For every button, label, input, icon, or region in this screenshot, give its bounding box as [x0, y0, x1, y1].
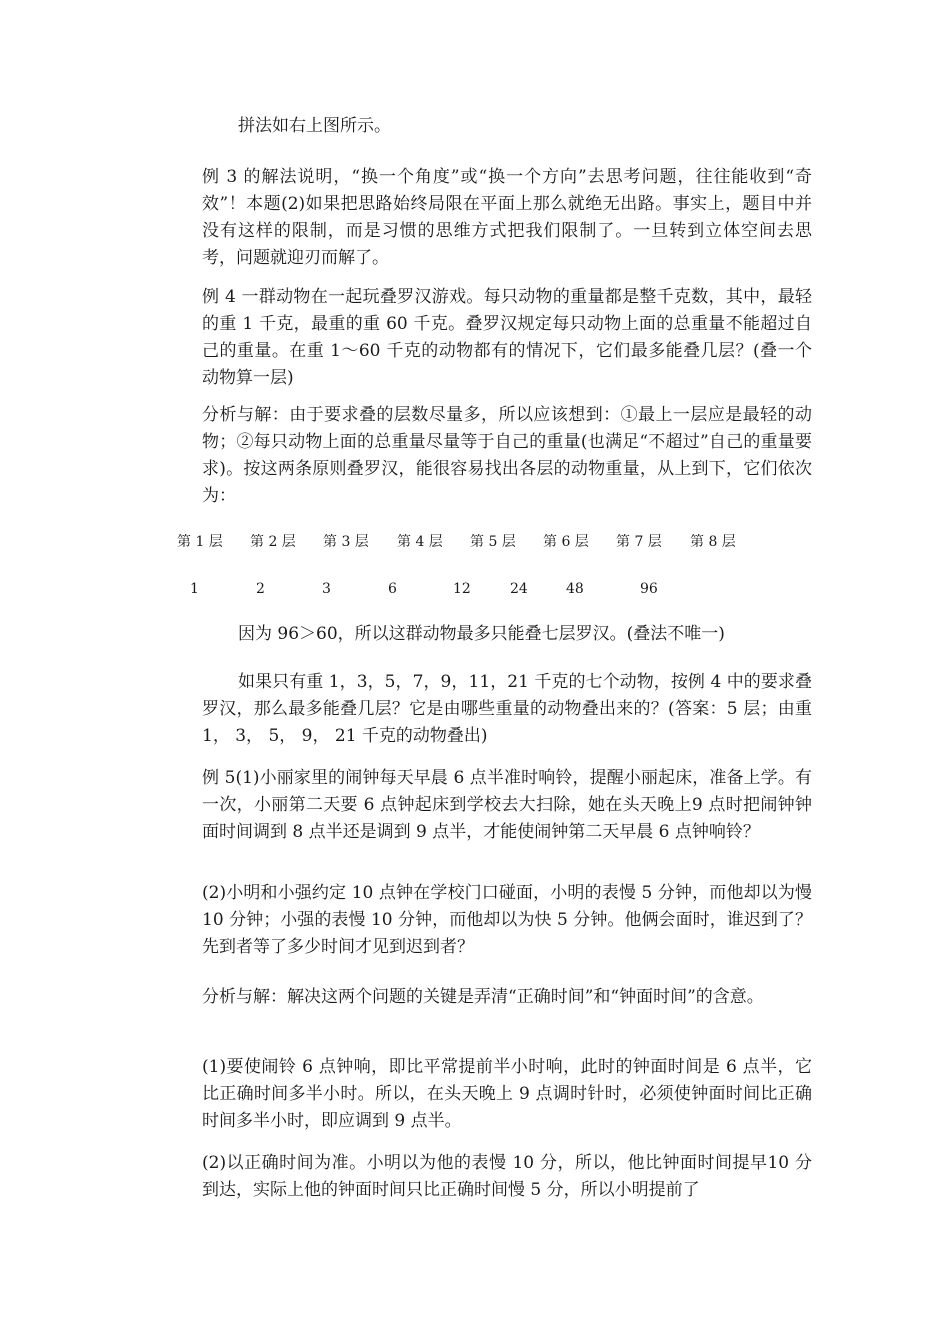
layer-header: 第 7 层 — [616, 534, 662, 550]
paragraph-example5-part2: (2)小明和小强约定 10 点钟在学校门口碰面，小明的表慢 5 分钟，而他却以为慢 10 分钟；小强的表慢 10 分钟，而他却以为快 5 分钟。他俩会面时，谁迟到了？先到者等了多少时间才见到迟到者？ — [202, 883, 812, 957]
layer-header: 第 3 层 — [323, 534, 369, 550]
paragraph-followup-question: 如果只有重 1，3，5，7，9，11，21 千克的七个动物，按例 4 中的要求叠罗汉，那么最多能叠几层？它是由哪些重量的动物叠出来的？(答案：5 层；由重 1， 3， 5， 9， 21 千克的动物叠出) — [202, 672, 812, 746]
layer-header: 第 6 层 — [543, 534, 589, 550]
layer-header: 第 1 层 — [177, 534, 223, 550]
layer-header: 第 4 层 — [397, 534, 443, 550]
layer-weight: 24 — [510, 581, 528, 597]
paragraph-example5-solution1: (1)要使闹铃 6 点钟响，即比平常提前半小时响，此时的钟面时间是 6 点半，它比正确时间多半小时。所以，在头天晚上 9 点调时针时，必须使钟面时间比正确时间多半小时，即应调到 9 点半。 — [202, 1057, 812, 1131]
layer-weight: 48 — [566, 581, 584, 597]
layer-weight: 12 — [453, 581, 471, 597]
layers-header-row — [0, 531, 950, 553]
layers-weight-row — [0, 578, 950, 600]
paragraph-example5-analysis: 分析与解：解决这两个问题的关键是弄清“正确时间”和“钟面时间”的含意。 — [202, 987, 764, 1007]
paragraph-example3-explanation: 例 3 的解法说明，“换一个角度”或“换一个方向”去思考问题，往往能收到“奇效”！本题(2)如果把思路始终局限在平面上那么就绝无出路。事实上，题目中并没有这样的限制，而是习惯的思维方式把我们限制了。一旦转到立体空间去思考，问题就迎刃而解了。 — [202, 167, 812, 268]
layer-weight: 1 — [190, 581, 199, 597]
layer-header: 第 2 层 — [250, 534, 296, 550]
layer-weight: 2 — [256, 581, 265, 597]
layer-header: 第 5 层 — [470, 534, 516, 550]
layer-weight: 6 — [388, 581, 397, 597]
layer-weight: 3 — [322, 581, 331, 597]
layer-header: 第 8 层 — [690, 534, 736, 550]
paragraph-example4-problem: 例 4 一群动物在一起玩叠罗汉游戏。每只动物的重量都是整千克数，其中，最轻的重 1 千克，最重的重 60 千克。叠罗汉规定每只动物上面的总重量不能超过自己的重量。在重 1～60 千克的动物都有的情况下，它们最多能叠几层？(叠一个动物算一层) — [202, 287, 812, 388]
paragraph-example5-solution2: (2)以正确时间为准。小明以为他的表慢 10 分，所以，他比钟面时间提早10 分到达，实际上他的钟面时间只比正确时间慢 5 分，所以小明提前了 — [202, 1153, 812, 1200]
paragraph-example4-conclusion: 因为 96＞60，所以这群动物最多只能叠七层罗汉。(叠法不唯一) — [238, 624, 725, 644]
layer-weight: 96 — [640, 581, 658, 597]
paragraph-assembly-note: 拼法如右上图所示。 — [238, 116, 391, 136]
paragraph-example5-part1: 例 5(1)小丽家里的闹钟每天早晨 6 点半准时响铃，提醒小丽起床，准备上学。有一次，小丽第二天要 6 点钟起床到学校去大扫除，她在头天晚上9 点时把闹钟钟面时间调到 8 点半还是调到 9 点半，才能使闹钟第二天早晨 6 点钟响铃？ — [202, 768, 812, 842]
paragraph-example4-analysis: 分析与解：由于要求叠的层数尽量多，所以应该想到：①最上一层应是最轻的动物；②每只动物上面的总重量尽量等于自己的重量(也满足“不超过”自己的重量要求)。按这两条原则叠罗汉，能很容易找出各层的动物重量，从上到下，它们依次为： — [202, 405, 812, 506]
